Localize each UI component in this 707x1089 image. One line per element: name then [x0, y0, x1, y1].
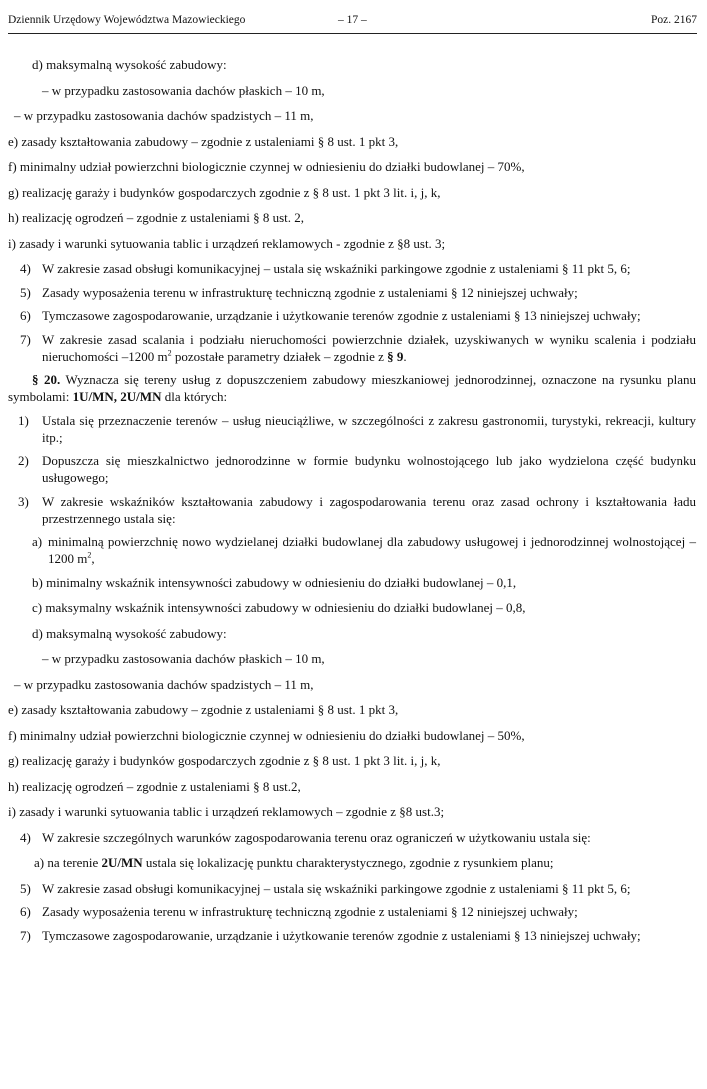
- item-text: Zasady wyposażenia terenu w infrastrukturę techniczną zgodnie z ustaleniami § 12 niniejszej uchwały;: [42, 904, 578, 919]
- item-text: W zakresie zasad scalania i podziału nieruchomości powierzchnie działek, uzyskiwanych w wyniku scalenia i podziału nieruchomości –1200 $m^2$ pozostałe parametry działek – zgodnie z § 9.: [42, 331, 696, 364]
- numbered-item: [8, 903, 696, 920]
- page-number: – 17 –: [338, 14, 367, 26]
- numbered-item: [8, 452, 696, 486]
- position-number: Poz. 2167: [651, 14, 697, 26]
- item-number: 1): [18, 412, 29, 428]
- item-text: Dopuszcza się mieszkalnictwo jednorodzinne w formie budynku wolnostojącego lub jako wydzielona część budynku usługowego;: [42, 453, 696, 485]
- list-item: – w przypadku zastosowania dachów płaskich – 10 m,: [42, 82, 325, 98]
- numbered-item: [8, 331, 696, 365]
- page-header: [8, 14, 697, 32]
- numbered-item: [8, 284, 696, 301]
- numbered-item: [8, 260, 696, 277]
- list-item: h) realizację ogrodzeń – zgodnie z ustaleniami § 8 ust.2,: [8, 778, 301, 794]
- list-item: i) zasady i warunki sytuowania tablic i urządzeń reklamowych – zgodnie z §8 ust.3;: [8, 804, 445, 819]
- item-number: 2): [18, 453, 29, 468]
- item-number: 3): [18, 493, 29, 509]
- list-item: g) realizację garaży i budynków gospodarczych zgodnie z § 8 ust. 1 pkt 3 lit. i, j, k,: [8, 753, 441, 768]
- list-item: – w przypadku zastosowania dachów spadzistych – 11 m,: [14, 676, 314, 692]
- list-item: f) minimalny udział powierzchni biologicznie czynnej w odniesieniu do działki budowlanej – 70%,: [8, 159, 525, 174]
- list-item: – w przypadku zastosowania dachów spadzistych – 11 m,: [14, 108, 314, 123]
- item-number: 7): [20, 927, 31, 943]
- section-number: § 20.: [32, 372, 61, 387]
- item-text: Ustala się przeznaczenie terenów – usług nieuciążliwe, w szczególności z zakresu gastronomii, turystyki, rekreacji, kultury itp.;: [42, 412, 696, 445]
- lettered-item: a) na terenie 2U/MN ustala się lokalizację punktu charakterystycznego, zgodnie z rysunkiem planu;: [34, 855, 554, 870]
- item-text: Tymczasowe zagospodarowanie, urządzanie i użytkowanie terenów zgodnie z ustaleniami § 13 niniejszej uchwały;: [42, 927, 641, 943]
- list-item: f) minimalny udział powierzchni biologicznie czynnej w odniesieniu do działki budowlanej – 50%,: [8, 727, 525, 743]
- list-item: c) maksymalny wskaźnik intensywności zabudowy w odniesieniu do działki budowlanej – 0,8,: [32, 600, 526, 615]
- item-letter: a): [32, 534, 43, 549]
- section-paragraph: § 20. Wyznacza się tereny usług z dopuszczeniem zabudowy mieszkaniowej jednorodzinnej, oznaczone na rysunku planu symbolami: 1U/MN, 2U/MN dla których:: [8, 372, 697, 404]
- document-body: [8, 56, 696, 944]
- list-item: e) zasady kształtowania zabudowy – zgodnie z ustaleniami § 8 ust. 1 pkt 3,: [8, 702, 399, 717]
- list-item: g) realizację garaży i budynków gospodarczych zgodnie z § 8 ust. 1 pkt 3 lit. i, j, k,: [8, 184, 441, 200]
- list-item: – w przypadku zastosowania dachów płaskich – 10 m,: [42, 651, 325, 666]
- item-text: W zakresie wskaźników kształtowania zabudowy i zagospodarowania terenu oraz zasad ochrony i kształtowania ładu przestrzennego ustala się:: [42, 493, 696, 526]
- item-number: 5): [20, 880, 31, 896]
- item-number: 6): [20, 904, 31, 919]
- numbered-item: [8, 412, 696, 446]
- item-text: W zakresie zasad obsługi komunikacyjnej – ustala się wskaźniki parkingowe zgodnie z ustaleniami § 11 pkt 5, 6;: [42, 261, 631, 276]
- item-text: minimalną powierzchnię nowo wydzielanej działki budowlanej dla zabudowy usługowej i jednorodzinnej wolnostojącej – 1200 $m^2$,: [48, 534, 696, 566]
- header-rule: [8, 33, 697, 34]
- list-item: d) maksymalną wysokość zabudowy:: [32, 625, 227, 641]
- item-number: 4): [20, 261, 31, 276]
- lettered-item: [8, 533, 696, 567]
- numbered-item: [8, 927, 696, 944]
- list-item: i) zasady i warunki sytuowania tablic i urządzeń reklamowych - zgodnie z §8 ust. 3;: [8, 235, 446, 251]
- item-number: 7): [20, 331, 31, 347]
- journal-title: Dziennik Urzędowy Województwa Mazowieckiego: [8, 14, 246, 26]
- numbered-item: [8, 307, 696, 324]
- numbered-item: [8, 829, 696, 846]
- item-number: 5): [20, 284, 31, 300]
- item-number: 6): [20, 308, 31, 323]
- item-text: Zasady wyposażenia terenu w infrastrukturę techniczną zgodnie z ustaleniami § 12 niniejszej uchwały;: [42, 284, 578, 300]
- item-text: W zakresie szczególnych warunków zagospodarowania terenu oraz ograniczeń w użytkowaniu ustala się:: [42, 829, 591, 845]
- numbered-item: [8, 493, 696, 527]
- item-text: W zakresie zasad obsługi komunikacyjnej – ustala się wskaźniki parkingowe zgodnie z ustaleniami § 11 pkt 5, 6;: [42, 880, 631, 896]
- list-item: e) zasady kształtowania zabudowy – zgodnie z ustaleniami § 8 ust. 1 pkt 3,: [8, 133, 399, 149]
- numbered-item: [8, 880, 696, 897]
- list-item: d) maksymalną wysokość zabudowy:: [32, 57, 227, 72]
- list-item: b) minimalny wskaźnik intensywności zabudowy w odniesieniu do działki budowlanej – 0,1,: [32, 574, 517, 590]
- item-number: 4): [20, 829, 31, 845]
- item-text: Tymczasowe zagospodarowanie, urządzanie i użytkowanie terenów zgodnie z ustaleniami § 13 niniejszej uchwały;: [42, 308, 641, 323]
- list-item: h) realizację ogrodzeń – zgodnie z ustaleniami § 8 ust. 2,: [8, 210, 305, 225]
